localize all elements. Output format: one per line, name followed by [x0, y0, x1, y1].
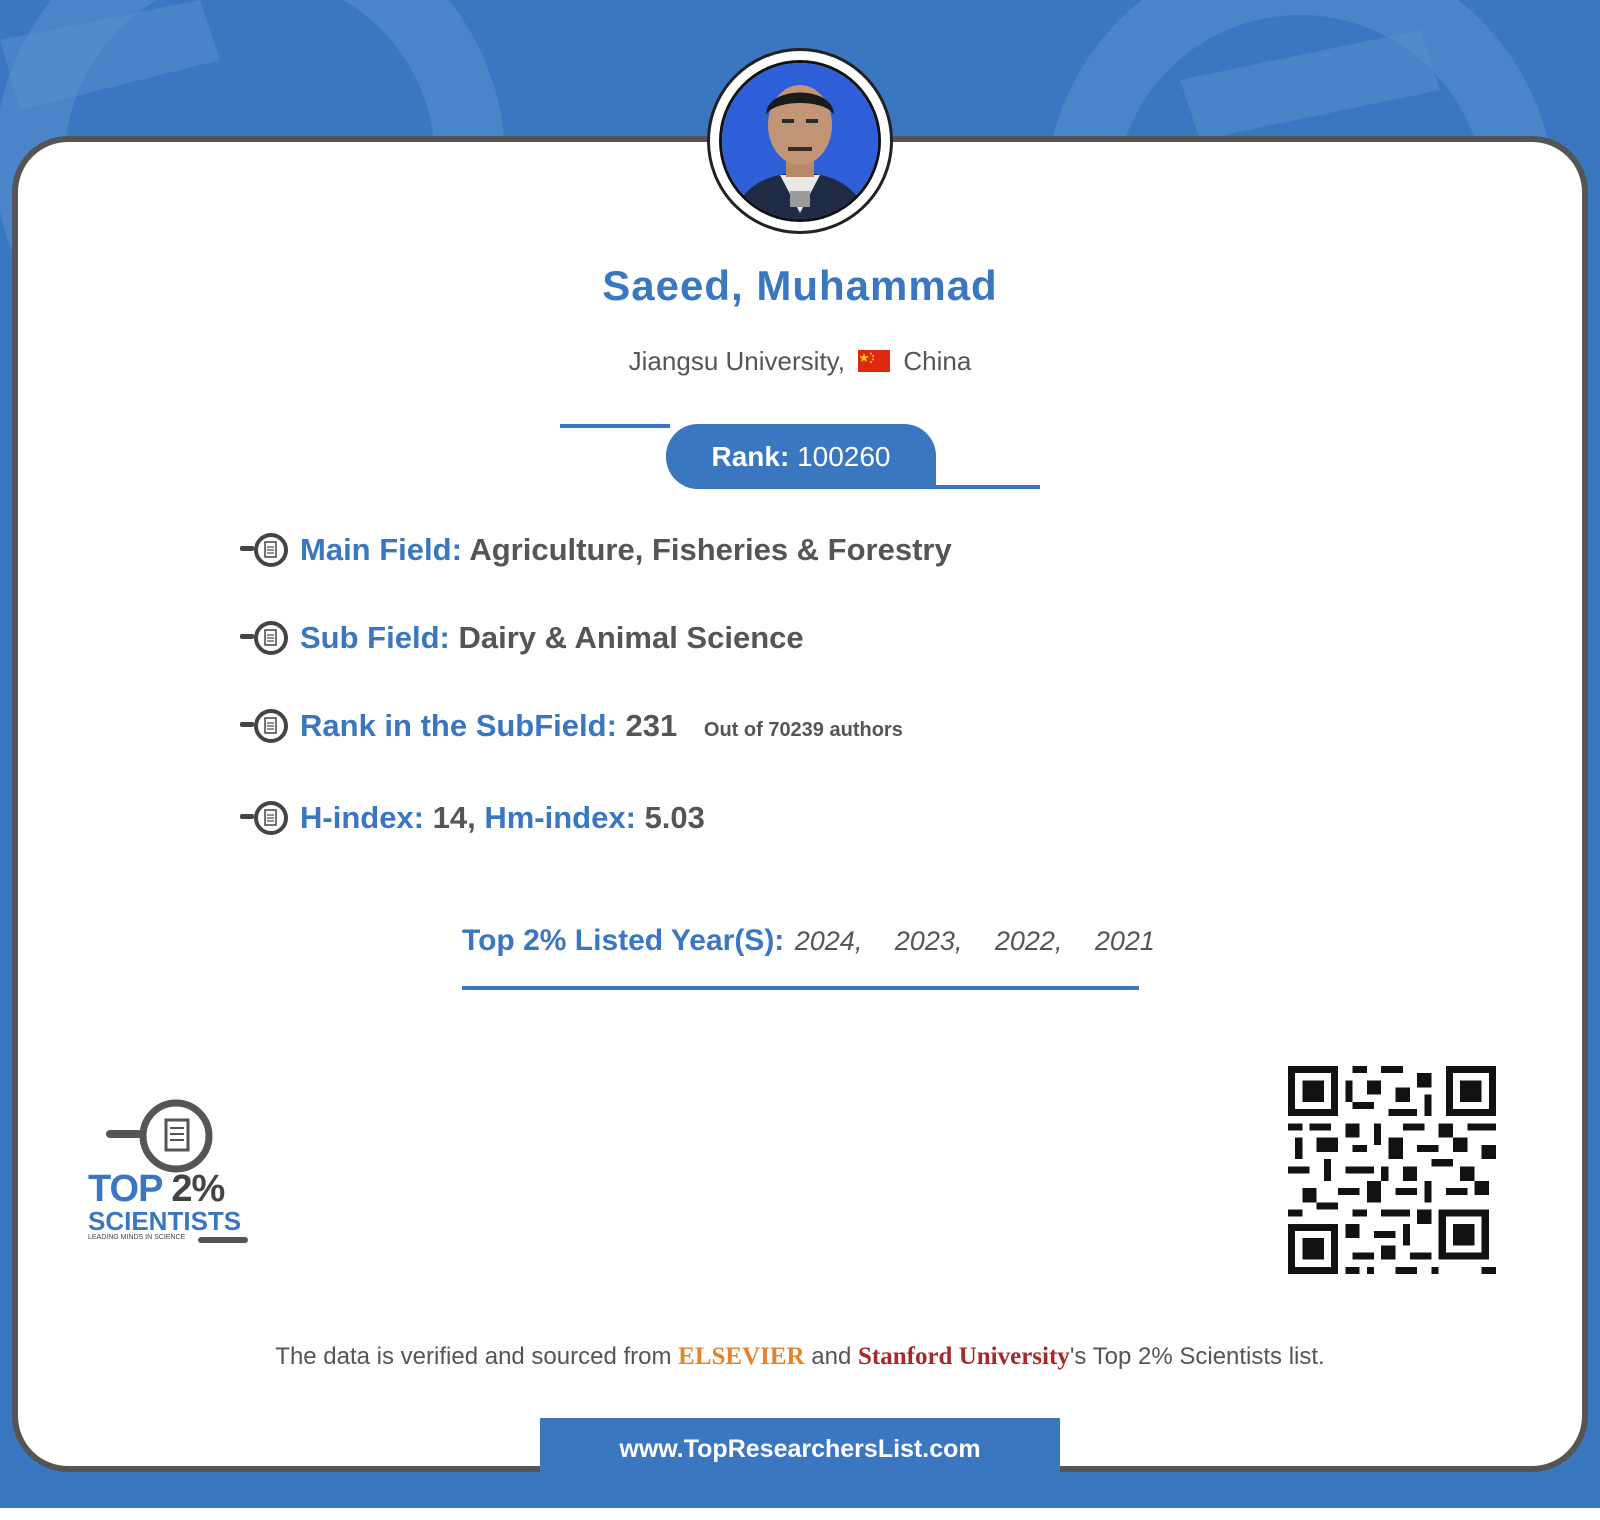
stanford-label: Stanford University: [858, 1343, 1070, 1370]
source-note-suffix: 's Top 2% Scientists list.: [1069, 1343, 1325, 1370]
document-magnifier-icon: [240, 798, 290, 836]
scientist-name: Saeed, Muhammad: [602, 262, 998, 309]
affiliation: [0, 346, 1600, 377]
logo-text-top: [88, 1168, 224, 1211]
listed-year: 2022,: [994, 926, 1063, 956]
rank-badge: [666, 424, 936, 489]
document-magnifier-icon: [240, 706, 290, 744]
sub-field-value: Dairy & Animal Science: [458, 620, 804, 655]
source-note-and: and: [811, 1343, 852, 1370]
source-note: [0, 1343, 1600, 1371]
h-index-label: H-index:: [300, 800, 424, 835]
qr-code: [1288, 1066, 1496, 1274]
affiliation-university: Jiangsu University,: [628, 346, 845, 376]
logo-underline: [198, 1237, 248, 1243]
logo-tagline: LEADING MINDS IN SCIENCE: [88, 1234, 186, 1241]
rank-line-right: [934, 485, 1040, 489]
hm-index-label: Hm-index:: [484, 800, 636, 835]
listed-year: 2021: [1094, 926, 1155, 956]
listed-year: 2024,: [794, 926, 863, 956]
document-magnifier-icon: [240, 618, 290, 656]
top-scientists-logo-icon: [86, 1096, 216, 1176]
subfield-rank-note: Out of 70239 authors: [703, 719, 903, 741]
document-magnifier-icon: [240, 530, 290, 568]
china-flag-icon: [858, 350, 890, 372]
logo-percent: 2%: [171, 1168, 225, 1210]
h-index-value: 14,: [432, 800, 476, 835]
listed-year: 2023,: [894, 926, 963, 956]
logo-text-scientists: SCIENTISTS: [88, 1206, 242, 1236]
hm-index-value: 5.03: [644, 800, 705, 835]
rank-value: 100260: [797, 441, 891, 472]
logo-top-word: TOP: [88, 1168, 162, 1210]
main-field-value: Agriculture, Fisheries & Forestry: [469, 532, 952, 567]
avatar-ring: [707, 48, 893, 234]
website-url[interactable]: www.TopResearchersList.com: [540, 1418, 1060, 1480]
sub-field-label: Sub Field:: [300, 620, 450, 655]
rank-label: Rank:: [711, 441, 790, 472]
main-field-label: Main Field:: [300, 532, 462, 567]
source-note-prefix: The data is verified and sourced from: [275, 1343, 672, 1370]
listed-years: [462, 924, 1155, 958]
years-underline: [462, 986, 1139, 990]
avatar: [719, 60, 881, 222]
affiliation-country: China: [903, 346, 972, 376]
listed-years-label: Top 2% Listed Year(S):: [462, 924, 785, 957]
subfield-rank-label: Rank in the SubField:: [300, 708, 617, 743]
rank-line-left: [560, 424, 670, 428]
subfield-rank-value: 231: [625, 708, 678, 743]
elsevier-label: ELSEVIER: [678, 1343, 805, 1370]
